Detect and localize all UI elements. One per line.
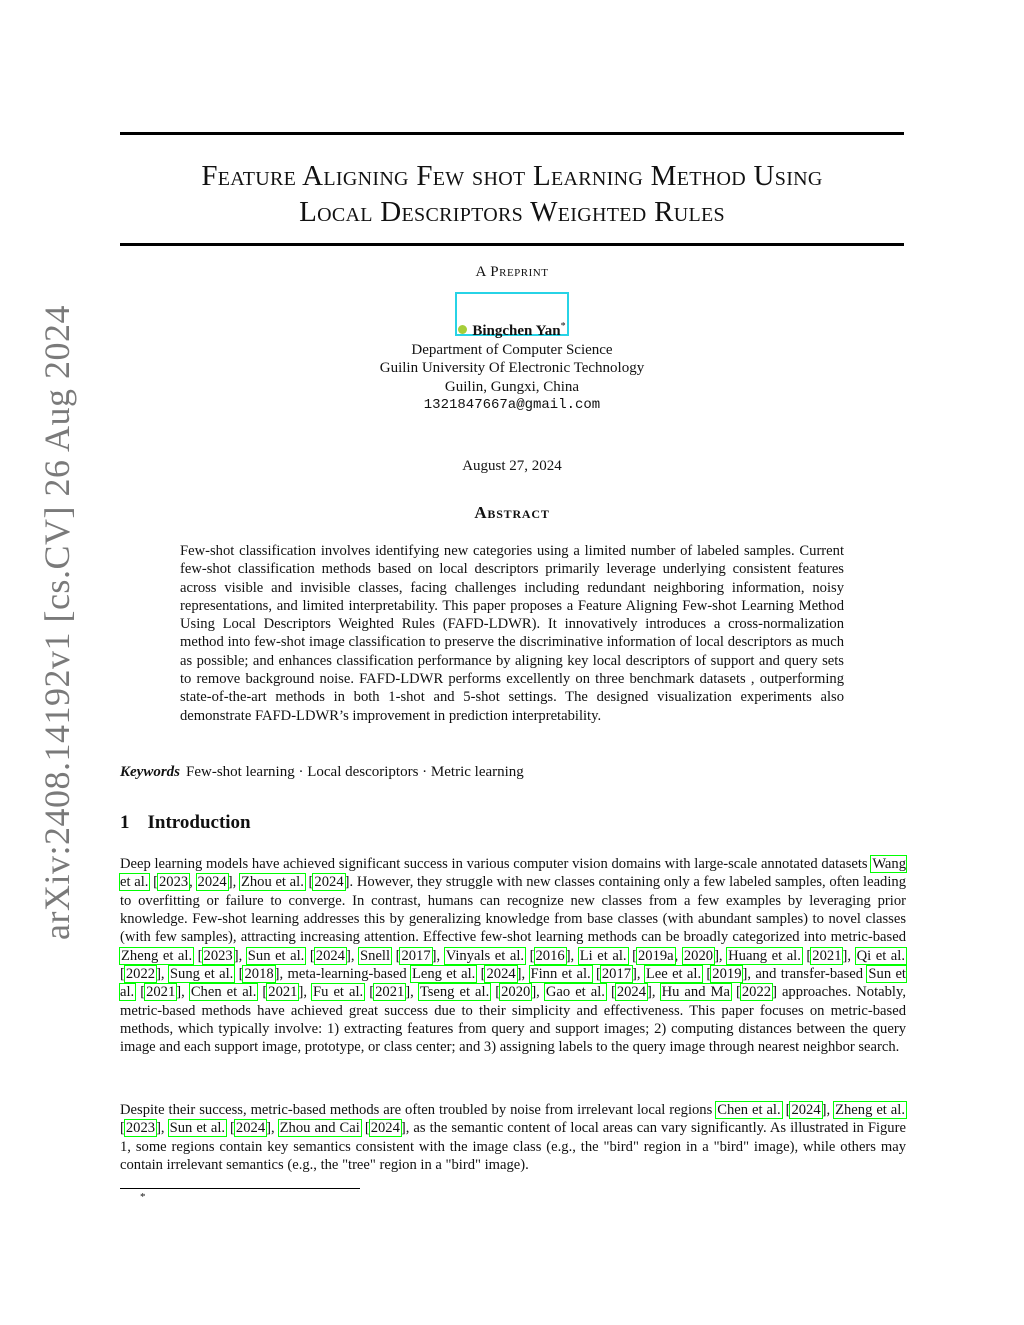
citation-link[interactable]: Fu et al.	[313, 984, 364, 1001]
citation-link[interactable]: Lee et al.	[645, 966, 702, 983]
body-text: ] approaches. Notably, metric-based methods have achieved great success due to their simplicity and effectiveness. This paper focuses on metric-based methods, which typically involve: 1) extracting features from query and support images; 2) computing distances between the query image and each support image, prototype, or class center; and 3) assigning labels to the query image through nearest neighbor search.	[120, 984, 906, 1056]
body-text: ],	[714, 947, 728, 964]
citation-link[interactable]: 2018	[244, 966, 274, 983]
body-text: ],	[156, 966, 169, 983]
citation-link[interactable]: 2021	[146, 984, 176, 1001]
body-text: [	[627, 947, 637, 964]
body-text: [	[364, 984, 375, 1001]
body-text: ],	[176, 984, 190, 1001]
citation-link[interactable]: Zhou et al.	[240, 874, 304, 891]
citation-link[interactable]: 2024	[235, 1120, 266, 1137]
title-rule-top	[120, 132, 904, 135]
citation-link[interactable]: 2021	[812, 947, 842, 964]
body-text: [	[525, 947, 535, 964]
citation-link[interactable]: Sun et al.	[120, 966, 906, 1001]
body-text: [	[120, 1120, 125, 1137]
citation-link[interactable]: Zhou and Cai	[279, 1120, 360, 1137]
citation-link[interactable]: Sung et al.	[169, 966, 234, 983]
body-text: ], as the semantic content of local areas can vary significantly. As illustrated in Figure 1, some regions contain key semantics consistent with the image class (e.g., the "bird" region in a "bird" image), while others may contain irrelevant semantics (e.g., the "tree" region in a "bird" image).	[120, 1120, 906, 1174]
citation-link[interactable]: Finn et al.	[530, 966, 591, 983]
body-text: [	[257, 984, 268, 1001]
paper-date: August 27, 2024	[462, 458, 562, 474]
citation-link[interactable]: Zheng et al.	[835, 1102, 905, 1118]
body-text: [	[135, 984, 146, 1001]
citation-link[interactable]: 2024	[370, 1120, 400, 1137]
body-text: [	[120, 966, 125, 983]
body-text: [	[304, 874, 314, 891]
body-text: ],	[632, 966, 645, 983]
body-text: ],	[227, 874, 240, 891]
citation-link[interactable]: 2019a	[637, 947, 674, 964]
citation-link[interactable]: 2021	[375, 984, 405, 1001]
citation-link[interactable]: Huang et al.	[728, 947, 801, 964]
author-block	[120, 318, 904, 415]
title-rule-bottom	[120, 243, 904, 246]
citation-link[interactable]: Wang et al.	[120, 856, 906, 891]
citation-link[interactable]: Li et al.	[579, 947, 627, 964]
body-text: [	[490, 984, 501, 1001]
citation-link[interactable]: 2024	[791, 1102, 821, 1118]
citation-link[interactable]: 2022	[741, 984, 772, 1001]
citation-link[interactable]: Chen et al.	[190, 984, 257, 1001]
body-text: [	[226, 1120, 235, 1137]
body-text: ],	[647, 984, 661, 1001]
citation-link[interactable]: 2020	[501, 984, 531, 1001]
citation-link[interactable]: 2021	[268, 984, 298, 1001]
body-text: [	[234, 966, 244, 983]
citation-link[interactable]: 2024	[197, 874, 227, 891]
body-text: ],	[842, 947, 856, 964]
body-text: ],	[233, 947, 247, 964]
author-footnote-marker[interactable]: *	[560, 321, 566, 332]
citation-link[interactable]: Leng et al.	[411, 966, 476, 983]
body-text: ],	[531, 984, 545, 1001]
citation-link[interactable]: 2022	[125, 966, 156, 983]
body-text: [	[591, 966, 601, 983]
body-text: [	[702, 966, 712, 983]
footnote-marker: *	[140, 1191, 146, 1203]
author-university: Guilin University Of Electronic Technology	[379, 360, 645, 376]
citation-link[interactable]: Gao et al.	[545, 984, 605, 1001]
abstract-text: Few-shot classification involves identifying new categories using a limited number of labeled samples. Current few-shot classification methods based on local descriptors primarily leverage underlying consistent features across visible and invisible classes, facing challenges including redundant neighboring information, noisy representations, and limited interpretability. This paper proposes a Feature Aligning Few-shot Learning Method Using Local Descriptors Weighted Rules (FAFD-LDWR). It innovatively introduces a cross-normalization method into few-shot image classification to preserve the discriminative information of local descriptors as much as possible; and enhances classification performance by aligning key local descriptors of support and query sets to remove background noise. FAFD-LDWR performs excellently on three benchmark datasets , outperforming state-of-the-art methods in both 1-shot and 5-shot settings. The designed visualization experiments also demonstrate FAFD-LDWR’s improvement in prediction interpretability.	[180, 543, 844, 724]
body-text: Despite their success, metric-based methods are often troubled by noise from irrelevant local regions	[120, 1102, 717, 1118]
citation-link[interactable]: Chen et al.	[717, 1102, 781, 1118]
introduction-paragraph-1	[120, 855, 906, 1057]
keywords-text: Few-shot learning · Local descoriptors · Metric learning	[186, 764, 524, 780]
citation-link[interactable]: 2017	[601, 966, 632, 983]
citation-link[interactable]: 2024	[315, 947, 345, 964]
citation-link[interactable]: 2023	[203, 947, 233, 964]
body-text: ],	[431, 947, 445, 964]
author-department: Department of Computer Science	[411, 341, 613, 358]
citation-link[interactable]: Sun et al.	[247, 947, 305, 964]
citation-link[interactable]: 2024	[486, 966, 516, 983]
citation-link[interactable]: 2023	[158, 874, 189, 891]
body-text: ],	[565, 947, 579, 964]
body-text: [	[149, 874, 158, 891]
footnote-rule	[120, 1188, 360, 1189]
keywords-label: Keywords	[120, 764, 180, 780]
body-text: [	[391, 947, 401, 964]
orcid-icon[interactable]	[458, 325, 467, 334]
arxiv-identifier: arXiv:2408.14192v1 [cs.CV] 26 Aug 2024	[37, 305, 77, 940]
title-line-1: Feature Aligning Few shot Learning Method Using	[201, 160, 823, 192]
author-line	[120, 318, 904, 341]
body-text: ],	[516, 966, 530, 983]
section-title: Introduction	[147, 812, 251, 833]
author-name[interactable]: Bingchen Yan	[472, 323, 561, 339]
keywords	[120, 764, 904, 781]
body-text: ],	[266, 1120, 279, 1137]
citation-link[interactable]: 2020	[683, 947, 714, 964]
section-heading	[120, 812, 251, 834]
citation-link[interactable]: 2016	[535, 947, 565, 964]
body-text: ], and transfer-based	[742, 966, 868, 983]
body-text: [	[730, 984, 741, 1001]
body-text: [	[781, 1102, 791, 1118]
author-location: Guilin, Gungxi, China	[444, 378, 580, 395]
abstract-heading: Abstract	[474, 503, 550, 522]
citation-link[interactable]: Zheng et al.	[121, 947, 193, 964]
body-text: [	[305, 947, 315, 964]
title-line-2: Local Descriptors Weighted Rules	[299, 196, 725, 228]
citation-link[interactable]: 2019	[712, 966, 742, 983]
citation-link[interactable]: Sun et al.	[169, 1120, 226, 1137]
introduction-paragraph-2	[120, 1101, 906, 1174]
body-text: ],	[821, 1102, 835, 1118]
body-text: [	[476, 966, 486, 983]
citation-link[interactable]: Snell	[360, 947, 391, 964]
body-text: ,	[674, 947, 683, 964]
body-text: ],	[345, 947, 360, 964]
body-text: ,	[189, 874, 197, 891]
citation-link[interactable]: Tseng et al.	[419, 984, 490, 1001]
citation-link[interactable]: 2023	[125, 1120, 156, 1137]
section-number: 1	[120, 812, 130, 833]
citation-link[interactable]: 2024	[616, 984, 647, 1001]
body-text: ]. However, they struggle with new classes containing only a few labeled samples, often leading to overfitting or failure to converge. In contrast, humans can recognize new classes from a few examples by leveraging prior knowledge. Few-shot learning addresses this by generalizing knowledge from base classes (with abundant samples) to novel classes (with few samples), attracting increasing attention. Effective few-shot learning methods can be broadly categorized into metric-based	[120, 874, 906, 946]
paper-title	[120, 158, 904, 230]
citation-link[interactable]: Qi et al.	[856, 947, 905, 964]
author-email[interactable]: 1321847667a@gmail.com	[423, 397, 601, 413]
citation-link[interactable]: Vinyals et al.	[445, 947, 525, 964]
body-text: Deep learning models have achieved significant success in various computer vision domains with large-scale annotated datasets	[120, 856, 872, 872]
body-text: [	[605, 984, 616, 1001]
body-text: ],	[405, 984, 419, 1001]
body-text: ],	[298, 984, 313, 1001]
body-text: [	[193, 947, 203, 964]
body-text: [	[360, 1120, 370, 1137]
body-text: ], meta-learning-based	[274, 966, 411, 983]
citation-link[interactable]: Hu and Ma	[661, 984, 730, 1001]
body-text: [	[801, 947, 812, 964]
body-text: ],	[156, 1120, 169, 1137]
preprint-label: A Preprint	[475, 264, 549, 280]
citation-link[interactable]: 2024	[314, 874, 344, 891]
citation-link[interactable]: 2017	[401, 947, 431, 964]
